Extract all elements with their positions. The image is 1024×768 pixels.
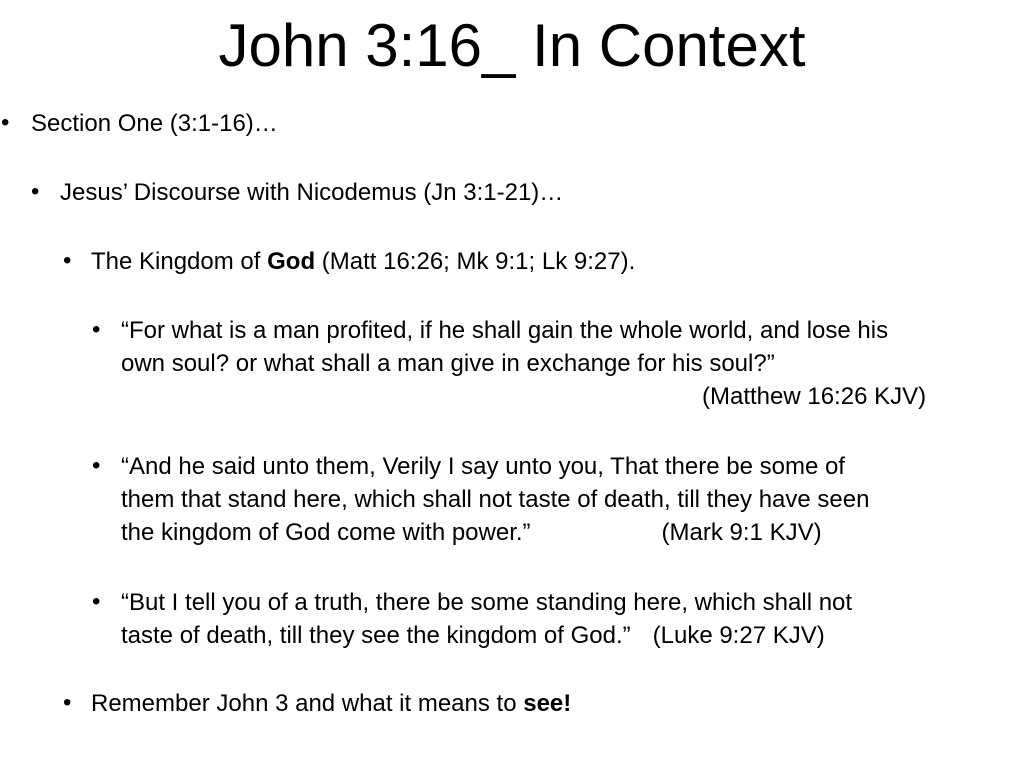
quote-luke-line1: “But I tell you of a truth, there be some standing here, which shall not bbox=[121, 589, 853, 616]
quote-mark-line3-wrap bbox=[121, 516, 869, 549]
quote-matthew-line1: “For what is a man profited, if he shall gain the whole world, and lose his bbox=[121, 317, 889, 344]
bullet-quote-mark bbox=[92, 450, 870, 549]
quote-luke-line2: taste of death, till they see the kingdom of God.” bbox=[121, 622, 631, 649]
bullet-quote-matthew bbox=[92, 314, 927, 413]
kingdom-text bbox=[91, 245, 635, 278]
bullet-quote-luke bbox=[92, 586, 853, 652]
bullet-dot-icon: • bbox=[63, 689, 72, 716]
bullet-dot-icon: • bbox=[92, 452, 101, 479]
bullet-dot-icon: • bbox=[31, 178, 40, 205]
kingdom-prefix: The Kingdom of bbox=[91, 248, 268, 275]
section-one-text: Section One (3:1-16)… bbox=[31, 110, 278, 137]
quote-matthew-line2: own soul? or what shall a man give in exchange for his soul?” bbox=[121, 350, 775, 377]
bullet-kingdom bbox=[63, 245, 636, 278]
bullet-section-one bbox=[1, 107, 278, 140]
quote-luke-citation: (Luke 9:27 KJV) bbox=[652, 622, 825, 649]
bullet-dot-icon: • bbox=[92, 588, 101, 615]
bullet-dot-icon: • bbox=[92, 316, 101, 343]
bullet-discourse bbox=[31, 176, 564, 209]
discourse-text: Jesus’ Discourse with Nicodemus (Jn 3:1-21)… bbox=[60, 179, 564, 206]
quote-mark-citation: (Mark 9:1 KJV) bbox=[661, 519, 822, 546]
remember-text bbox=[91, 687, 571, 720]
remember-prefix: Remember John 3 and what it means to bbox=[91, 690, 524, 717]
quote-mark-line1: “And he said unto them, Verily I say unto you, That there be some of bbox=[121, 453, 845, 480]
slide-title: John 3:16_ In Context bbox=[218, 12, 806, 79]
bullet-dot-icon: • bbox=[63, 247, 72, 274]
quote-matthew-citation: (Matthew 16:26 KJV) bbox=[702, 383, 927, 410]
quote-luke-line2-wrap bbox=[121, 619, 852, 652]
bullet-remember bbox=[63, 687, 572, 720]
remember-bold-see: see! bbox=[523, 690, 572, 717]
quote-mark-line3: the kingdom of God come with power.” bbox=[121, 519, 531, 546]
kingdom-suffix: (Matt 16:26; Mk 9:1; Lk 9:27). bbox=[315, 248, 636, 275]
bullet-dot-icon: • bbox=[1, 109, 10, 136]
kingdom-bold-god: God bbox=[267, 248, 316, 275]
quote-mark-line2: them that stand here, which shall not taste of death, till they have seen bbox=[121, 486, 870, 513]
